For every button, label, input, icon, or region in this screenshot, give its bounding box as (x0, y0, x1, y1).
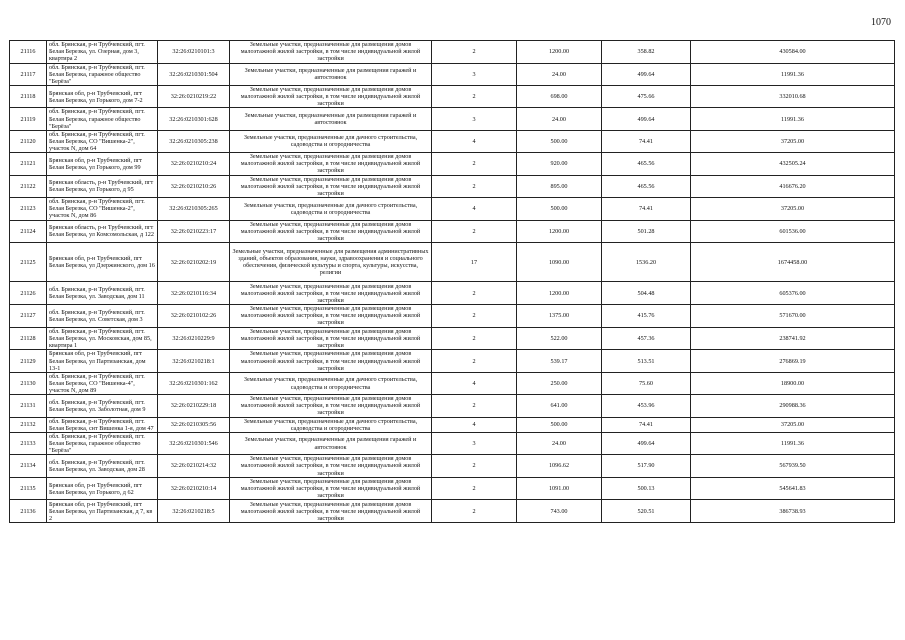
cadastral-number-cell: 32:26:0210218:5 (158, 500, 230, 523)
table-row (10, 41, 895, 64)
table-row (10, 372, 895, 394)
address-cell: Брянская обл, р-н Трубчевский, пгт Белая Березка, ул Партизанская, дом 13-1 (47, 350, 158, 373)
cadastral-value-cell: 290988.36 (691, 395, 895, 418)
row-id-cell: 21132 (10, 417, 47, 432)
address-cell: обл. Брянская, р-н Трубчевский, пгт. Белая Березка, ул. Заводская, дом 11 (47, 282, 158, 305)
address-cell: обл. Брянская, р-н Трубчевский, пгт. Белая Березка, ул. Советская, дом 3 (47, 305, 158, 328)
cadastral-number-cell: 32:26:0210214:32 (158, 455, 230, 478)
address-cell: обл. Брянская, р-н Трубчевский, пгт. Белая Березка, ул. Заболотная, дом 9 (47, 395, 158, 418)
cadastral-number-cell: 32:26:0210301:162 (158, 372, 230, 394)
area-cell: 920.00 (517, 153, 602, 176)
area-cell: 1375.00 (517, 305, 602, 328)
group-code-cell: 2 (432, 85, 517, 108)
row-id-cell: 21123 (10, 198, 47, 220)
group-code-cell: 4 (432, 198, 517, 220)
land-category-cell: Земельные участки, предназначенные для дачного строительства, садоводства и огородничества (230, 198, 432, 220)
cadastral-number-cell: 32:26:0210102:26 (158, 305, 230, 328)
land-category-cell: Земельные участки, предназначенные для размещения гаражей и автостоянок (230, 63, 432, 85)
cadastral-value-cell: 545641.83 (691, 477, 895, 500)
row-id-cell: 21135 (10, 477, 47, 500)
cadastral-value-cell: 18900.00 (691, 372, 895, 394)
row-id-cell: 21124 (10, 220, 47, 243)
table-row (10, 243, 895, 282)
row-id-cell: 21117 (10, 63, 47, 85)
table-row (10, 282, 895, 305)
area-cell: 1090.00 (517, 243, 602, 282)
row-id-cell: 21125 (10, 243, 47, 282)
address-cell: Брянская обл, р-н Трубчевский, пгт Белая Березка, ул Горького, д 62 (47, 477, 158, 500)
address-cell: Брянская область, р-н Трубчевский, пгт Белая Березка, ул Комсомольская, д 122 (47, 220, 158, 243)
row-id-cell: 21116 (10, 41, 47, 64)
land-category-cell: Земельные участки, предназначенные для размещения домов малоэтажной жилой застройки, в том числе индивидуальной жилой застройки (230, 350, 432, 373)
unit-rate-cell: 520.51 (602, 500, 691, 523)
land-category-cell: Земельные участки, предназначенные для размещения домов малоэтажной жилой застройки, в том числе индивидуальной жилой застройки (230, 153, 432, 176)
row-id-cell: 21126 (10, 282, 47, 305)
table-row (10, 432, 895, 454)
area-cell: 24.00 (517, 108, 602, 130)
unit-rate-cell: 74.41 (602, 130, 691, 152)
land-category-cell: Земельные участки, предназначенные для размещения домов малоэтажной жилой застройки, в том числе индивидуальной жилой застройки (230, 175, 432, 198)
unit-rate-cell: 74.41 (602, 198, 691, 220)
table-row (10, 455, 895, 478)
table-row (10, 108, 895, 130)
cadastral-value-cell: 416676.20 (691, 175, 895, 198)
row-id-cell: 21127 (10, 305, 47, 328)
group-code-cell: 4 (432, 417, 517, 432)
land-category-cell: Земельные участки, предназначенные для дачного строительства, садоводства и огородничества (230, 130, 432, 152)
group-code-cell: 2 (432, 350, 517, 373)
area-cell: 539.17 (517, 350, 602, 373)
group-code-cell: 2 (432, 220, 517, 243)
cadastral-number-cell: 32:26:0210301:504 (158, 63, 230, 85)
land-category-cell: Земельные участки, предназначенные для размещения административных зданий, объектов образования, науки, здравоохранения и социального обеспечения, физической культуры и спорта, культуры, искусства, религии (230, 243, 432, 282)
address-cell: обл. Брянская, р-н Трубчевский, пгт. Белая Березка, ул. Озерная, дом 3, квартира 2 (47, 41, 158, 64)
area-cell: 500.00 (517, 198, 602, 220)
area-cell: 24.00 (517, 432, 602, 454)
table-row (10, 477, 895, 500)
table-row (10, 305, 895, 328)
table-row (10, 220, 895, 243)
unit-rate-cell: 453.96 (602, 395, 691, 418)
unit-rate-cell: 504.48 (602, 282, 691, 305)
table-row (10, 395, 895, 418)
table-row (10, 327, 895, 350)
cadastral-number-cell: 32:26:0210210:26 (158, 175, 230, 198)
area-cell: 24.00 (517, 63, 602, 85)
area-cell: 500.00 (517, 130, 602, 152)
cadastral-value-cell: 567939.50 (691, 455, 895, 478)
cadastral-number-cell: 32:26:0210229:18 (158, 395, 230, 418)
table-row (10, 500, 895, 523)
land-category-cell: Земельные участки, предназначенные для дачного строительства, садоводства и огородничества (230, 417, 432, 432)
cadastral-value-cell: 432505.24 (691, 153, 895, 176)
area-cell: 1096.62 (517, 455, 602, 478)
address-cell: Брянская обл, р-н Трубчевский, пгт Белая Березка, ул Горького, дом 7-2 (47, 85, 158, 108)
cadastral-value-cell: 11991.36 (691, 63, 895, 85)
unit-rate-cell: 513.51 (602, 350, 691, 373)
land-category-cell: Земельные участки, предназначенные для размещения домов малоэтажной жилой застройки, в том числе индивидуальной жилой застройки (230, 282, 432, 305)
table-row (10, 85, 895, 108)
unit-rate-cell: 75.60 (602, 372, 691, 394)
address-cell: обл. Брянская, р-н Трубчевский, пгт. Белая Березка, ул. Московская, дом 85, квартира 1 (47, 327, 158, 350)
group-code-cell: 4 (432, 372, 517, 394)
area-cell: 1200.00 (517, 220, 602, 243)
cadastral-value-cell: 11991.36 (691, 108, 895, 130)
address-cell: обл. Брянская, р-н Трубчевский, пгт. Белая Березка, гаражное общество "Берёза" (47, 63, 158, 85)
area-cell: 1200.00 (517, 282, 602, 305)
land-category-cell: Земельные участки, предназначенные для размещения гаражей и автостоянок (230, 432, 432, 454)
cadastral-number-cell: 32:26:0210305:238 (158, 130, 230, 152)
address-cell: обл. Брянская, р-н Трубчевский, пгт. Белая Березка, СО "Вишенка-2", участок N, дом 64 (47, 130, 158, 152)
row-id-cell: 21136 (10, 500, 47, 523)
cadastral-value-cell: 238741.92 (691, 327, 895, 350)
area-cell: 895.00 (517, 175, 602, 198)
cadastral-value-cell: 37205.00 (691, 417, 895, 432)
cadastral-number-cell: 32:26:0210219:22 (158, 85, 230, 108)
cadastral-number-cell: 32:26:0210229:9 (158, 327, 230, 350)
group-code-cell: 3 (432, 63, 517, 85)
group-code-cell: 2 (432, 477, 517, 500)
cadastral-value-cell: 276869.19 (691, 350, 895, 373)
group-code-cell: 2 (432, 153, 517, 176)
cadastral-value-cell: 11991.36 (691, 432, 895, 454)
unit-rate-cell: 74.41 (602, 417, 691, 432)
row-id-cell: 21130 (10, 372, 47, 394)
address-cell: Брянская обл, р-н Трубчевский, пгт Белая Березка, ул Партизанская, д 7, кв 2 (47, 500, 158, 523)
cadastral-number-cell: 32:26:0210210:24 (158, 153, 230, 176)
land-category-cell: Земельные участки, предназначенные для размещения домов малоэтажной жилой застройки, в том числе индивидуальной жилой застройки (230, 477, 432, 500)
cadastral-value-cell: 37205.00 (691, 198, 895, 220)
unit-rate-cell: 465.56 (602, 175, 691, 198)
group-code-cell: 3 (432, 432, 517, 454)
group-code-cell: 17 (432, 243, 517, 282)
unit-rate-cell: 475.66 (602, 85, 691, 108)
land-category-cell: Земельные участки, предназначенные для размещения домов малоэтажной жилой застройки, в том числе индивидуальной жилой застройки (230, 41, 432, 64)
row-id-cell: 21129 (10, 350, 47, 373)
group-code-cell: 3 (432, 108, 517, 130)
address-cell: Брянская область, р-н Трубчевский, пгт Белая Березка, ул Горького, д 95 (47, 175, 158, 198)
row-id-cell: 21118 (10, 85, 47, 108)
cadastral-number-cell: 32:26:0210202:19 (158, 243, 230, 282)
land-category-cell: Земельные участки, предназначенные для размещения домов малоэтажной жилой застройки, в том числе индивидуальной жилой застройки (230, 500, 432, 523)
address-cell: Брянская обл, р-н Трубчевский, пгт Белая Березка, ул Горького, дом 99 (47, 153, 158, 176)
unit-rate-cell: 499.64 (602, 108, 691, 130)
row-id-cell: 21122 (10, 175, 47, 198)
address-cell: обл. Брянская, р-н Трубчевский, пгт. Белая Березка, ул. Заводская, дом 28 (47, 455, 158, 478)
cadastral-value-cell: 430584.00 (691, 41, 895, 64)
area-cell: 1091.00 (517, 477, 602, 500)
row-id-cell: 21133 (10, 432, 47, 454)
unit-rate-cell: 499.64 (602, 63, 691, 85)
group-code-cell: 2 (432, 282, 517, 305)
land-category-cell: Земельные участки, предназначенные для дачного строительства, садоводства и огородничества (230, 372, 432, 394)
row-id-cell: 21131 (10, 395, 47, 418)
unit-rate-cell: 415.76 (602, 305, 691, 328)
land-registry-table (9, 40, 895, 523)
group-code-cell: 2 (432, 455, 517, 478)
row-id-cell: 21128 (10, 327, 47, 350)
cadastral-number-cell: 32:26:0210218:1 (158, 350, 230, 373)
unit-rate-cell: 1536.20 (602, 243, 691, 282)
unit-rate-cell: 358.82 (602, 41, 691, 64)
group-code-cell: 2 (432, 175, 517, 198)
table-row (10, 130, 895, 152)
table-row (10, 198, 895, 220)
area-cell: 522.00 (517, 327, 602, 350)
row-id-cell: 21120 (10, 130, 47, 152)
area-cell: 641.00 (517, 395, 602, 418)
land-category-cell: Земельные участки, предназначенные для размещения домов малоэтажной жилой застройки, в том числе индивидуальной жилой застройки (230, 395, 432, 418)
cadastral-value-cell: 386738.93 (691, 500, 895, 523)
area-cell: 743.00 (517, 500, 602, 523)
unit-rate-cell: 457.36 (602, 327, 691, 350)
cadastral-number-cell: 32:26:0210101:3 (158, 41, 230, 64)
land-category-cell: Земельные участки, предназначенные для размещения домов малоэтажной жилой застройки, в том числе индивидуальной жилой застройки (230, 455, 432, 478)
cadastral-value-cell: 37205.00 (691, 130, 895, 152)
cadastral-value-cell: 605376.00 (691, 282, 895, 305)
land-category-cell: Земельные участки, предназначенные для размещения домов малоэтажной жилой застройки, в том числе индивидуальной жилой застройки (230, 305, 432, 328)
address-cell: обл. Брянская, р-н Трубчевский, пгт. Белая Березка, снт Вишенка 1-я, дом 47 (47, 417, 158, 432)
table-row (10, 63, 895, 85)
row-id-cell: 21119 (10, 108, 47, 130)
land-category-cell: Земельные участки, предназначенные для размещения гаражей и автостоянок (230, 108, 432, 130)
table-row (10, 153, 895, 176)
address-cell: обл. Брянская, р-н Трубчевский, пгт. Белая Березка, гаражное общество "Берёза" (47, 432, 158, 454)
group-code-cell: 2 (432, 500, 517, 523)
table-row (10, 175, 895, 198)
row-id-cell: 21121 (10, 153, 47, 176)
area-cell: 1200.00 (517, 41, 602, 64)
area-cell: 500.00 (517, 417, 602, 432)
unit-rate-cell: 499.64 (602, 432, 691, 454)
group-code-cell: 2 (432, 305, 517, 328)
cadastral-value-cell: 571670.00 (691, 305, 895, 328)
address-cell: обл. Брянская, р-н Трубчевский, пгт. Белая Березка, гаражное общество "Берёза" (47, 108, 158, 130)
group-code-cell: 2 (432, 327, 517, 350)
land-category-cell: Земельные участки, предназначенные для размещения домов малоэтажной жилой застройки, в том числе индивидуальной жилой застройки (230, 85, 432, 108)
cadastral-number-cell: 32:26:0210305:265 (158, 198, 230, 220)
address-cell: обл. Брянская, р-н Трубчевский, пгт. Белая Березка, СО "Вишенка-4", участок N, дом 89 (47, 372, 158, 394)
unit-rate-cell: 465.56 (602, 153, 691, 176)
cadastral-number-cell: 32:26:0210223:17 (158, 220, 230, 243)
land-category-cell: Земельные участки, предназначенные для размещения домов малоэтажной жилой застройки, в том числе индивидуальной жилой застройки (230, 220, 432, 243)
cadastral-number-cell: 32:26:0210301:546 (158, 432, 230, 454)
unit-rate-cell: 500.13 (602, 477, 691, 500)
address-cell: обл. Брянская, р-н Трубчевский, пгт. Белая Березка, СО "Вишенка-2", участок N, дом 86 (47, 198, 158, 220)
unit-rate-cell: 501.28 (602, 220, 691, 243)
cadastral-value-cell: 601536.00 (691, 220, 895, 243)
group-code-cell: 4 (432, 130, 517, 152)
address-cell: Брянская обл, р-н Трубчевский, пгт Белая Березка, ул Дзержинского, дом 16 (47, 243, 158, 282)
page-number: 1070 (871, 17, 891, 28)
area-cell: 698.00 (517, 85, 602, 108)
row-id-cell: 21134 (10, 455, 47, 478)
land-category-cell: Земельные участки, предназначенные для размещения домов малоэтажной жилой застройки, в том числе индивидуальной жилой застройки (230, 327, 432, 350)
cadastral-value-cell: 332010.68 (691, 85, 895, 108)
cadastral-number-cell: 32:26:0210305:56 (158, 417, 230, 432)
unit-rate-cell: 517.90 (602, 455, 691, 478)
table-row (10, 417, 895, 432)
table-row (10, 350, 895, 373)
area-cell: 250.00 (517, 372, 602, 394)
cadastral-number-cell: 32:26:0210116:34 (158, 282, 230, 305)
cadastral-number-cell: 32:26:0210210:14 (158, 477, 230, 500)
table-body (10, 41, 895, 523)
group-code-cell: 2 (432, 41, 517, 64)
group-code-cell: 2 (432, 395, 517, 418)
cadastral-number-cell: 32:26:0210301:628 (158, 108, 230, 130)
cadastral-value-cell: 1674458.00 (691, 243, 895, 282)
